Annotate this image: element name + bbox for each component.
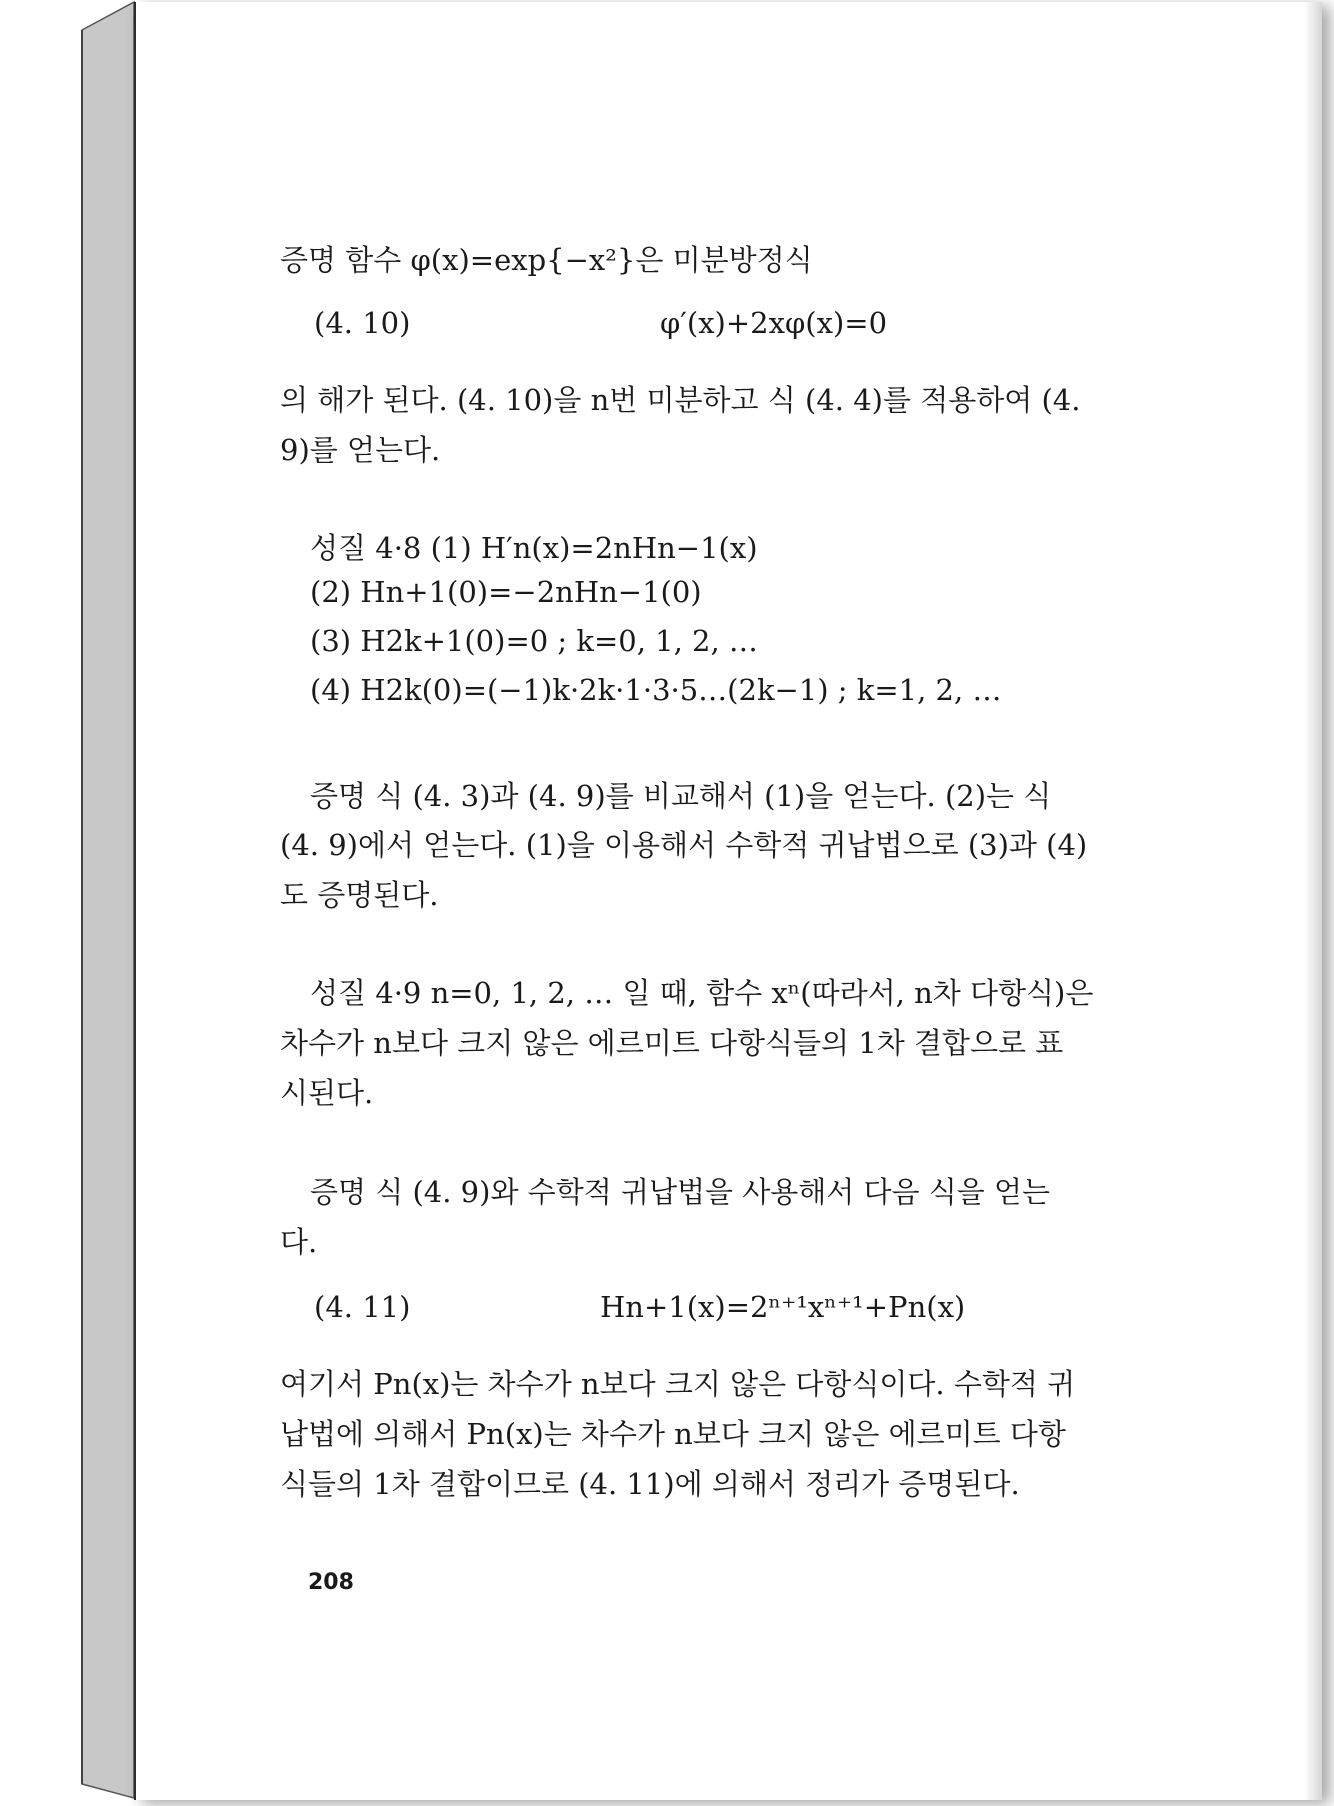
proof-1-intro: 증명 함수 φ(x)=exp{−x²}은 미분방정식: [280, 243, 813, 277]
proof-1-line-2: 9)를 얻는다.: [280, 433, 441, 467]
property-4-9-line-2: 차수가 n보다 크지 않은 에르미트 다항식들의 1차 결합으로 표: [280, 1026, 1064, 1060]
equation-body: φ′(x)+2xφ(x)=0: [660, 306, 888, 340]
page-number: 208: [308, 1570, 354, 1595]
proof-1-line-1: 의 해가 된다. (4. 10)을 n번 미분하고 식 (4. 4)를 적용하여 (4.: [280, 383, 1081, 417]
proof-2-line-2: (4. 9)에서 얻는다. (1)을 이용해서 수학적 귀납법으로 (3)과 (4): [280, 828, 1088, 862]
page-right-shade: [1304, 2, 1322, 1800]
equation-label: (4. 11): [314, 1290, 411, 1324]
proof-3-line-3: 여기서 Pn(x)는 차수가 n보다 크지 않은 다항식이다. 수학적 귀: [280, 1367, 1076, 1401]
property-4-9-line-3: 시된다.: [280, 1076, 374, 1110]
proof-3-line-5: 식들의 1차 결합이므로 (4. 11)에 의해서 정리가 증명된다.: [280, 1467, 1020, 1501]
property-4-8-line-4: (4) H2k(0)=(−1)k·2k·1·3·5…(2k−1) ; k=1, 2, …: [310, 673, 1002, 707]
equation-body: Hn+1(x)=2ⁿ⁺¹xⁿ⁺¹+Pn(x): [600, 1290, 966, 1324]
proof-2-line-3: 도 증명된다.: [280, 878, 439, 912]
proof-3-line-2: 다.: [280, 1225, 318, 1259]
proof-3-line-4: 납법에 의해서 Pn(x)는 차수가 n보다 크지 않은 에르미트 다항: [280, 1417, 1066, 1451]
property-4-8-line-1: 성질 4·8 (1) H′n(x)=2nHn−1(x): [310, 531, 758, 565]
equation-label: (4. 10): [314, 306, 411, 340]
property-4-9-line-1: 성질 4·9 n=0, 1, 2, … 일 때, 함수 xⁿ(따라서, n차 다항식)은: [310, 976, 1094, 1010]
property-4-8-line-2: (2) Hn+1(0)=−2nHn−1(0): [310, 575, 702, 609]
proof-2-line-1: 증명 식 (4. 3)과 (4. 9)를 비교해서 (1)을 얻는다. (2)는 식: [310, 779, 1052, 813]
property-4-8-line-3: (3) H2k+1(0)=0 ; k=0, 1, 2, …: [310, 624, 758, 658]
proof-3-line-1: 증명 식 (4. 9)와 수학적 귀납법을 사용해서 다음 식을 얻는: [310, 1175, 1051, 1209]
